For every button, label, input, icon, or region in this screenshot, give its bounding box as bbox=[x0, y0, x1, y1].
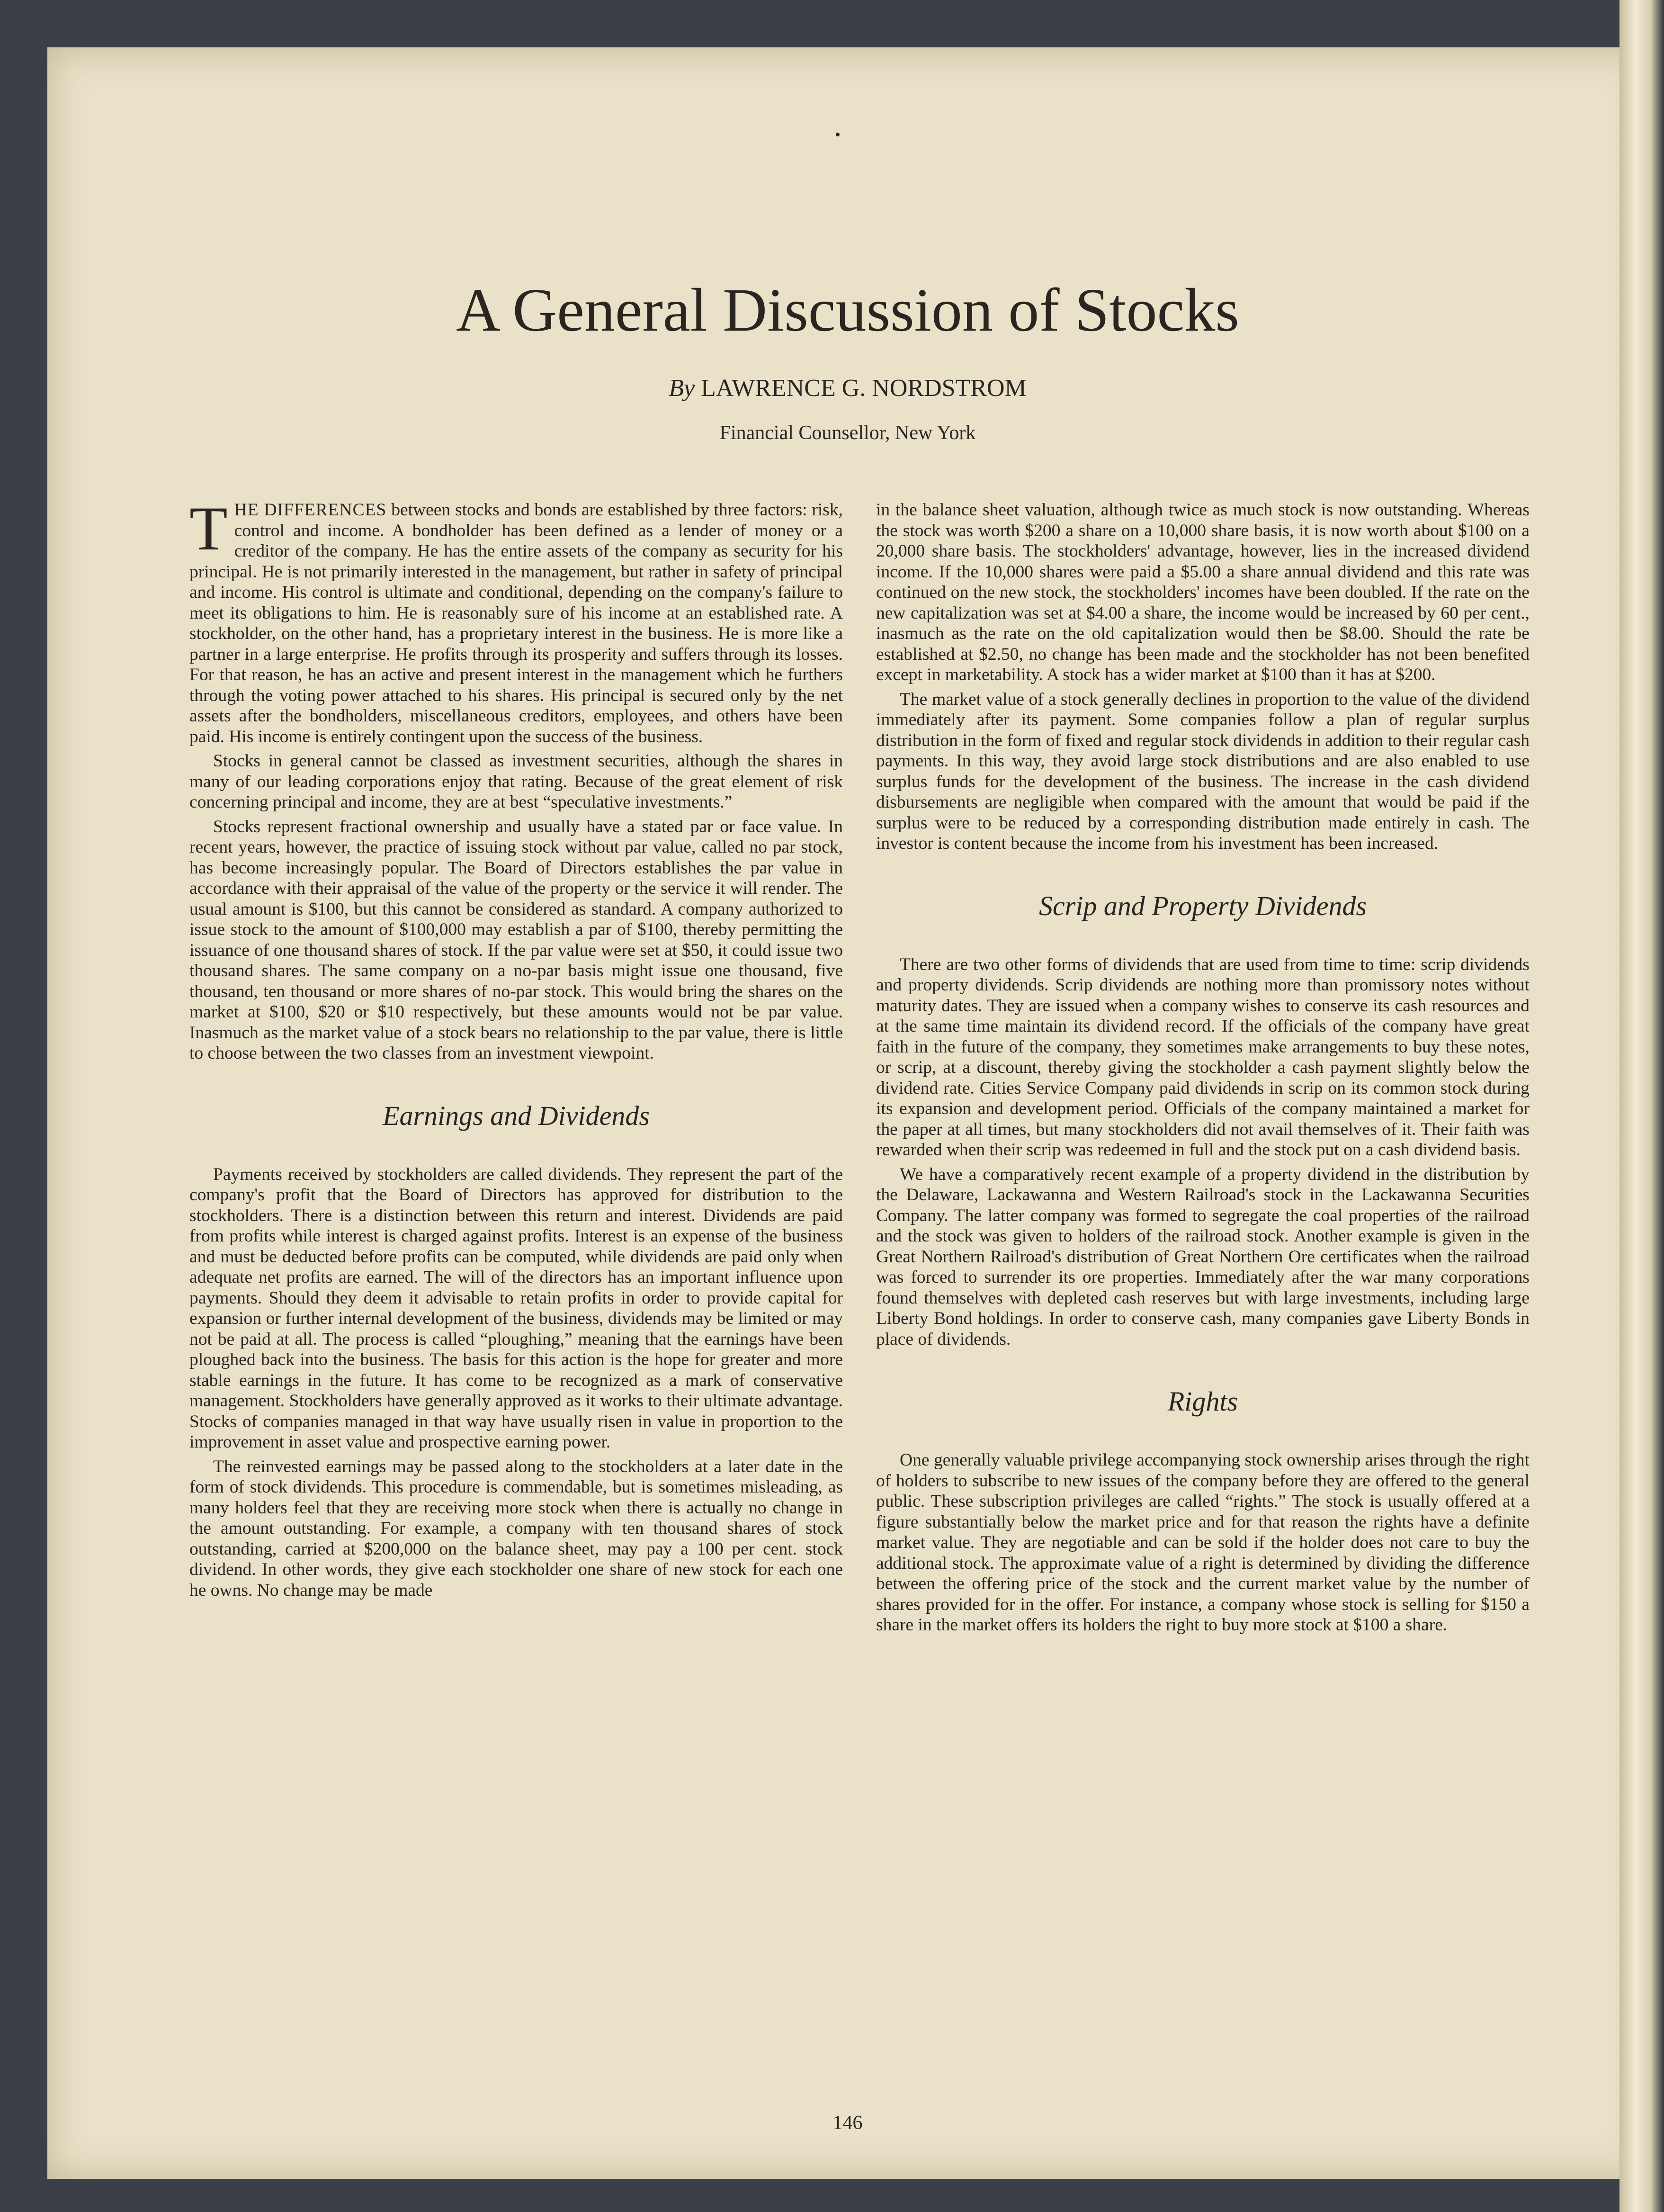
paragraph: in the balance sheet valuation, although twice as much stock is now outstanding. Whereas the stock was worth $200 a share on a 10,000 share basis, it is now worth about $100 on a 20,000 share basis. The stockholders' advantage, however, lies in the increased dividend income. If the 10,000 shares were paid a $5.00 a share annual dividend and this rate was continued on the new stock, the stockholders' incomes have been doubled. If the rate on the new capitalization was set at $4.00 a share, the income would be increased by 60 per cent., inasmuch as the rate on the old capitalization would then be $8.00. Should the rate be established at $2.50, no change has been made and the stockholder has not been benefited except in marketability. A stock has a wider market at $100 than it has at $200. bbox=[876, 500, 1530, 684]
section-heading: Scrip and Property Dividends bbox=[1038, 890, 1367, 921]
paragraph: The market value of a stock generally declines in proportion to the value of the dividend immediately after its payment. Some companies follow a plan of regular surplus distribution in the form of fixed and regular stock dividends in addition to their regular cash payments. In this way, they avoid large stock distributions and are also enabled to use surplus funds for the development of the business. The increase in the cash dividend disbursements are negligible when compared with the amount that would be paid if the surplus were to be reduced by a corresponding distribution made entirely in cash. The investor is content because the income from his investment has been increased. bbox=[876, 689, 1530, 853]
magazine-page bbox=[47, 47, 1648, 2179]
book-spine-edge bbox=[1619, 0, 1664, 2212]
right-column bbox=[876, 500, 1530, 2053]
paragraph: Payments received by stockholders are called dividends. They represent the part of the company's profit that the Board of Directors has approved for distribution to the stockholders. There is a distinction between this return and interest. Dividends are paid from profits while interest is charged against profits. Interest is an expense of the business and must be deducted before profits can be computed, while dividends are paid only when adequate net profits are earned. The will of the directors has an important influence upon payments. Should they deem it advisable to retain profits in order to provide capital for expansion or further internal development of the business, dividends may be limited or may not be paid at all. The process is called “ploughing,” meaning that the earnings have been ploughed back into the business. The basis for this action is the hope for greater and more stable earnings in the future. It has come to be recognized as a mark of conservative management. Stockholders have generally approved as it works to their ultimate advantage. Stocks of companies managed in that way have usually risen in value in proportion to the improvement in asset value and prospective earning power. bbox=[189, 1164, 843, 1452]
paragraph: We have a comparatively recent example of a property dividend in the distribution by the Delaware, Lackawanna and Western Railroad's stock in the Lackawanna Securities Company. The latter company was formed to segregate the coal properties of the railroad and the stock was given to holders of the railroad stock. Another example is given in the Great Northern Railroad's distribution of Great Northern Ore certificates when the railroad was forced to surrender its ore properties. Immediately after the war many corporations found themselves with depleted cash reserves but with large investments, including large Liberty Bond holdings. In order to conserve cash, many companies gave Liberty Bonds in place of dividends. bbox=[876, 1164, 1530, 1349]
paragraph: One generally valuable privilege accompanying stock ownership arises through the right of holders to subscribe to new issues of the company before they are offered to the general public. These subscription privileges are called “rights.” The stock is usually offered at a figure substantially below the market price and for that reason the rights have a definite market value. They are negotiable and can be sold if the holder does not care to buy the additional stock. The approximate value of a right is determined by dividing the difference between the offering price of the stock and the current market value by the number of shares provided for in the offer. For instance, a company whose stock is selling for $150 a share in the market offers its holders the right to buy more stock at $100 a share. bbox=[876, 1450, 1530, 1635]
paragraph: There are two other forms of dividends that are used from time to time: scrip dividends and property dividends. Scrip dividends are nothing more than promissory notes without maturity dates. They are issued when a company wishes to conserve its cash resources and at the same time maintain its dividend record. If the officials of the company have great faith in the future of the company, they sometimes make arrangements to buy these notes, or scrip, at a discount, thereby giving the stockholder a cash payment slightly below the dividend rate. Cities Service Company paid dividends in scrip on its common stock during its expansion and development period. Officials of the company maintained a market for the paper at all times, but many stockholders did not avail themselves of it. Their faith was rewarded when their scrip was redeemed in full and the stock put on a cash dividend basis. bbox=[876, 954, 1530, 1160]
author-name: LAWRENCE G. NORDSTROM bbox=[701, 375, 1027, 402]
section-heading: Rights bbox=[1167, 1386, 1238, 1417]
byline-by: By bbox=[669, 375, 695, 402]
paragraph: Stocks represent fractional ownership and usually have a stated par or face value. In recent years, however, the practice of issuing stock without par value, called no par stock, has become increasingly popular. The Board of Directors establishes the par value in accordance with their appraisal of the value of the property or the service it will render. The usual amount is $100, but this cannot be considered as standard. A company authorized to issue stock to the amount of $100,000 may establish a par of $100, thereby permitting the issuance of one thousand shares of stock. If the par value were set at $50, it could issue two thousand shares. The same company on a no-par basis might issue one thousand, five thousand, ten thousand or more shares of no-par stock. This would bring the shares on the market at $100, $20 or $10 respectively, but these amounts would not be par value. Inasmuch as the market value of a stock bears no relationship to the par value, there is little to choose between the two classes from an investment viewpoint. bbox=[189, 817, 843, 1063]
article-title: A General Discussion of Stocks bbox=[456, 276, 1239, 344]
paragraph-intro bbox=[189, 500, 843, 747]
section-heading: Earnings and Dividends bbox=[383, 1100, 650, 1131]
paragraph: The reinvested earnings may be passed along to the stockholders at a later date in the form of stock dividends. This procedure is commendable, but is sometimes misleading, as many holders feel that they are receiving more stock when there is actually no change in the amount outstanding. For example, a company with ten thousand shares of stock outstanding, carried at $200,000 on the balance sheet, may pay a 100 per cent. stock dividend. In other words, they give each stockholder one share of new stock for each one he owns. No change may be made bbox=[189, 1457, 843, 1600]
author-affiliation: Financial Counsellor, New York bbox=[719, 422, 976, 444]
page-speck bbox=[836, 133, 840, 136]
drop-cap: T bbox=[189, 500, 228, 563]
left-column bbox=[189, 500, 843, 2053]
lead-in: HE DIFFERENCES bbox=[234, 500, 387, 520]
paragraph-text: between stocks and bonds are established by three factors: risk, control and income. A bondholder has been defined as a lender of money or a creditor of the company. He has the entire assets of the company as security for his principal. He is not primarily interested in the management, but rather in safety of principal and income. His control is ultimate and conditional, depending on the company's failure to meet its obligations to him. He is reasonably sure of his income at an established rate. A stockholder, on the other hand, has a proprietary interest in the business. He is more like a partner in a large enterprise. He profits through its prosperity and suffers through its losses. For that reason, he has an active and present interest in the management which he furthers through the voting power attached to his shares. His principal is secured only by the net assets after the bondholders, miscellaneous creditors, employees, and others have been paid. His income is entirely contingent upon the success of the business. bbox=[189, 500, 843, 746]
paragraph: Stocks in general cannot be classed as investment securities, although the shares in many of our leading corporations enjoy that rating. Because of the great element of risk concerning principal and income, they are at best “speculative investments.” bbox=[189, 751, 843, 812]
page-number: 146 bbox=[832, 2112, 863, 2134]
byline bbox=[47, 374, 1648, 402]
